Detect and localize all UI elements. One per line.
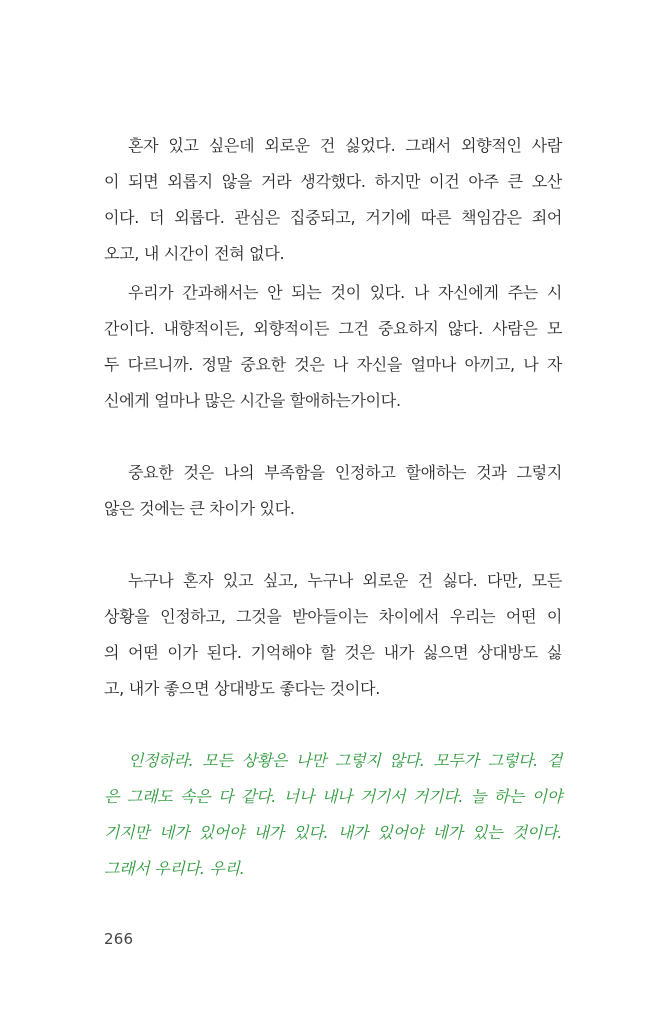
emphasis-line-2: 은 그래도 속은 다 같다. 너나 내나 거기서 거기다. 늘 하는 이야	[104, 787, 562, 806]
emphasis-line-4: 그래서 우리다. 우리.	[104, 859, 245, 878]
emphasis-line-1: 인정하라. 모든 상황은 나만 그렇지 않다. 모두가 그렇다. 겉	[128, 751, 562, 770]
page-number: 266	[104, 930, 134, 948]
paragraph-4-line-1: 누구나 혼자 있고 싶고, 누구나 외로운 건 싫다. 다만, 모든	[128, 571, 562, 590]
paragraph-1-line-4: 오고, 내 시간이 전혀 없다.	[104, 244, 285, 263]
paragraph-1-line-3: 이다. 더 외롭다. 관심은 집중되고, 거기에 따른 책임감은 죄어	[104, 208, 562, 227]
paragraph-2-line-2: 간이다. 내향적이든, 외향적이든 그건 중요하지 않다. 사람은 모	[104, 319, 562, 338]
paragraph-1-line-2: 이 되면 외롭지 않을 거라 생각했다. 하지만 이건 아주 큰 오산	[104, 172, 562, 191]
paragraph-4-line-4: 고, 내가 좋으면 상대방도 좋다는 것이다.	[104, 679, 380, 698]
paragraph-4-line-2: 상황을 인정하고, 그것을 받아들이는 차이에서 우리는 어떤 이	[104, 607, 562, 626]
paragraph-4-line-3: 의 어떤 이가 된다. 기억해야 할 것은 내가 싫으면 상대방도 싫	[104, 643, 562, 662]
paragraph-3-line-2: 않은 것에는 큰 차이가 있다.	[104, 499, 295, 518]
paragraph-3-line-1: 중요한 것은 나의 부족함을 인정하고 할애하는 것과 그렇지	[128, 463, 562, 482]
paragraph-2-line-4: 신에게 얼마나 많은 시간을 할애하는가이다.	[104, 391, 401, 410]
paragraph-2-line-1: 우리가 간과해서는 안 되는 것이 있다. 나 자신에게 주는 시	[128, 283, 562, 302]
emphasis-line-3: 기지만 네가 있어야 내가 있다. 내가 있어야 네가 있는 것이다.	[104, 823, 562, 842]
paragraph-1-line-1: 혼자 있고 싶은데 외로운 건 싫었다. 그래서 외향적인 사람	[128, 136, 562, 155]
paragraph-2-line-3: 두 다르니까. 정말 중요한 것은 나 자신을 얼마나 아끼고, 나 자	[104, 355, 562, 374]
